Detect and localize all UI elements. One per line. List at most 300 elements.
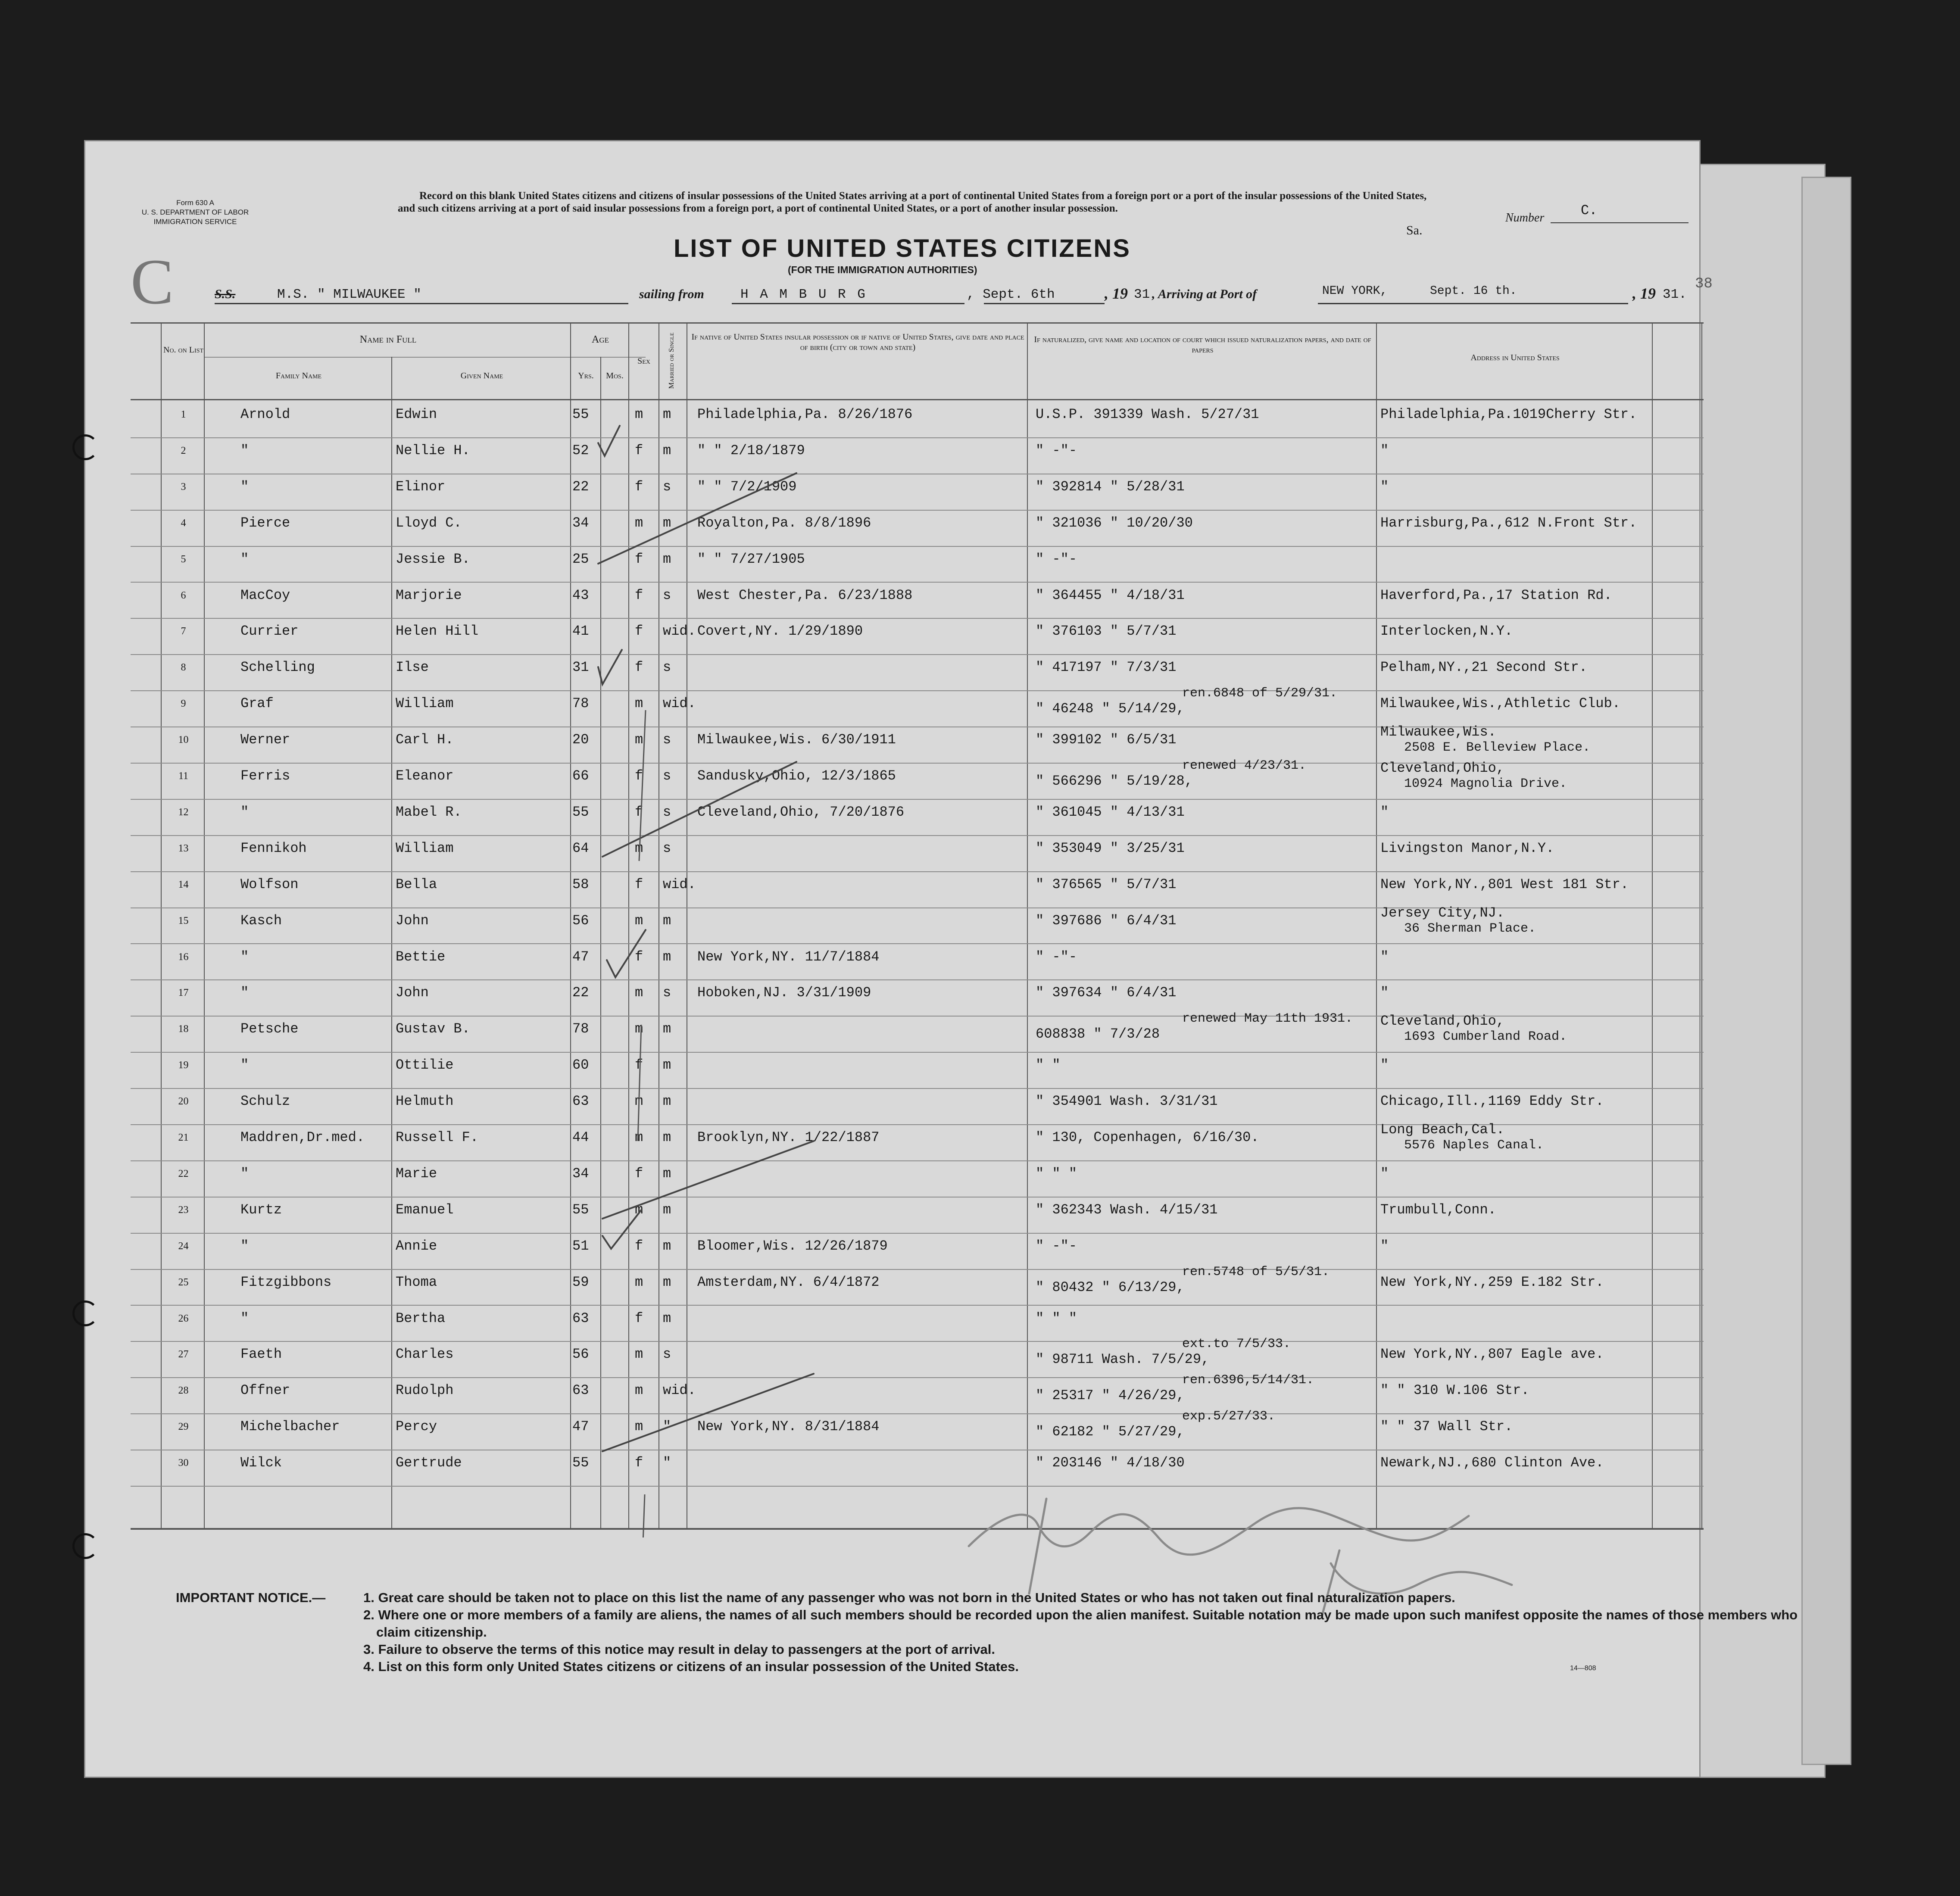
- table-row: [85, 980, 1699, 1016]
- sex: m: [635, 695, 643, 712]
- naturalization-papers: " " ": [1036, 1310, 1077, 1326]
- birth-place-date: Cleveland,Ohio, 7/20/1876: [697, 804, 905, 820]
- given-name: John: [396, 985, 429, 1001]
- family-name: Offner: [240, 1382, 290, 1399]
- given-name: Carl H.: [396, 732, 454, 748]
- birth-place-date: Milwaukee,Wis. 6/30/1911: [697, 732, 896, 748]
- marital-status: s: [663, 732, 671, 748]
- age-years: 64: [572, 840, 589, 856]
- address: " " 310 W.106 Str.: [1380, 1382, 1529, 1399]
- family-name: MacCoy: [240, 587, 290, 603]
- table-row: [85, 872, 1699, 907]
- table-row: [85, 583, 1699, 618]
- given-name: Mabel R.: [396, 804, 462, 820]
- age-years: 78: [572, 695, 589, 712]
- marital-status: m: [663, 442, 671, 458]
- margin-mark: C: [131, 246, 174, 318]
- col-given-name: Given Name: [460, 371, 503, 380]
- naturalization-papers: " -"-: [1036, 1238, 1077, 1254]
- marital-status: ": [663, 1419, 671, 1435]
- age-years: 43: [572, 587, 589, 603]
- address: Haverford,Pa.,17 Station Rd.: [1380, 587, 1612, 603]
- naturalization-papers: " -"-: [1036, 442, 1077, 458]
- family-name: ": [240, 985, 249, 1001]
- table-row: [85, 945, 1699, 980]
- birth-place-date: Royalton,Pa. 8/8/1896: [697, 515, 871, 531]
- naturalization-papers: " 364455 " 4/18/31: [1036, 587, 1185, 603]
- address: New York,NY.,259 E.182 Str.: [1380, 1274, 1604, 1290]
- year-2: 31.: [1663, 287, 1687, 302]
- given-name: Jessie B.: [396, 551, 470, 567]
- marital-status: s: [663, 1346, 671, 1363]
- address: ": [1380, 478, 1389, 495]
- birth-place-date: Sandusky,Ohio, 12/3/1865: [697, 768, 896, 784]
- naturalization-papers: " 98711 Wash. 7/5/29,: [1036, 1351, 1210, 1368]
- given-name: John: [396, 912, 429, 929]
- address: ": [1380, 804, 1389, 820]
- form-code: 14—808: [1570, 1665, 1596, 1672]
- naturalization-papers: " 25317 " 4/26/29,: [1036, 1388, 1185, 1404]
- table-row: [85, 1122, 1699, 1160]
- sex: m: [635, 732, 643, 748]
- marital-status: m: [663, 551, 671, 567]
- form-id: Form 630 A U. S. DEPARTMENT OF LABOR IMMIGRATION SERVICE: [141, 199, 249, 226]
- age-years: 20: [572, 732, 589, 748]
- family-name: Wilck: [240, 1455, 282, 1471]
- year-1: 31: [1134, 287, 1150, 302]
- given-name: Elinor: [396, 478, 446, 495]
- sex: f: [635, 768, 643, 784]
- birth-place-date: " " 7/2/1909: [697, 478, 797, 495]
- naturalization-papers: " 566296 " 5/19/28,: [1036, 773, 1193, 789]
- family-name: ": [240, 804, 249, 820]
- age-years: 25: [572, 551, 589, 567]
- row-number: 4: [181, 517, 186, 529]
- sex: f: [635, 551, 643, 567]
- arrival-port: NEW YORK,: [1322, 284, 1388, 298]
- naturalization-note: renewed May 11th 1931.: [1182, 1011, 1353, 1026]
- given-name: Helmuth: [396, 1093, 454, 1110]
- given-name: Bella: [396, 876, 437, 892]
- given-name: William: [396, 695, 454, 712]
- row-number: 17: [178, 987, 189, 999]
- address-line-2: 5576 Naples Canal.: [1404, 1138, 1544, 1153]
- notice-item: 1. Great care should be taken not to place on this list the name of any passenger who was not born in the United States or who has not taken out final naturalization papers.: [363, 1590, 1455, 1605]
- back-sheet-edge: [1801, 177, 1851, 1765]
- sex: m: [635, 1129, 643, 1145]
- given-name: Gertrude: [396, 1455, 462, 1471]
- marital-status: m: [663, 1057, 671, 1073]
- row-number: 6: [181, 589, 186, 601]
- family-name: Petsche: [240, 1021, 299, 1037]
- row-number: 1: [181, 409, 186, 420]
- given-name: Lloyd C.: [396, 515, 462, 531]
- address: ": [1380, 948, 1389, 965]
- naturalization-papers: " 203146 " 4/18/30: [1036, 1455, 1185, 1471]
- age-years: 55: [572, 1201, 589, 1218]
- sex: f: [635, 1238, 643, 1254]
- sex: m: [635, 1201, 643, 1218]
- marital-status: m: [663, 1129, 671, 1145]
- given-name: Gustav B.: [396, 1021, 470, 1037]
- birth-place-date: Bloomer,Wis. 12/26/1879: [697, 1238, 888, 1254]
- table-row: [85, 686, 1699, 727]
- table-row: [85, 1197, 1699, 1233]
- arrival-date: Sept. 16 th.: [1430, 284, 1517, 298]
- naturalization-papers: " 62182 " 5/27/29,: [1036, 1424, 1185, 1440]
- sex: f: [635, 478, 643, 495]
- naturalization-papers: " 353049 " 3/25/31: [1036, 840, 1185, 856]
- departure-date: , Sept. 6th: [967, 287, 1055, 302]
- notice-label: IMPORTANT NOTICE.—: [176, 1590, 326, 1605]
- address: ": [1380, 442, 1389, 458]
- year-prefix-1: , 19: [1105, 285, 1128, 302]
- naturalization-papers: " 376565 " 5/7/31: [1036, 876, 1177, 892]
- row-number: 12: [178, 806, 189, 818]
- sex: f: [635, 659, 643, 676]
- marital-status: s: [663, 587, 671, 603]
- family-name: Wolfson: [240, 876, 299, 892]
- binder-ring: [72, 434, 98, 460]
- marital-status: wid.: [663, 876, 696, 892]
- given-name: Helen Hill: [396, 623, 479, 639]
- family-name: Schulz: [240, 1093, 290, 1110]
- col-mos: Mos.: [606, 371, 624, 380]
- family-name: Graf: [240, 695, 274, 712]
- naturalization-papers: " 376103 " 5/7/31: [1036, 623, 1177, 639]
- address: Trumbull,Conn.: [1380, 1201, 1496, 1218]
- age-years: 44: [572, 1129, 589, 1145]
- address-line-2: 1693 Cumberland Road.: [1404, 1029, 1567, 1045]
- age-years: 60: [572, 1057, 589, 1073]
- marital-status: s: [663, 478, 671, 495]
- row-number: 15: [178, 915, 189, 926]
- row-number: 8: [181, 662, 186, 674]
- row-number: 24: [178, 1240, 189, 1252]
- sex: f: [635, 1455, 643, 1471]
- naturalization-papers: " 397634 " 6/4/31: [1036, 985, 1177, 1001]
- row-number: 5: [181, 553, 186, 565]
- birth-place-date: New York,NY. 8/31/1884: [697, 1419, 880, 1435]
- sex: f: [635, 623, 643, 639]
- marital-status: s: [663, 659, 671, 676]
- family-name: ": [240, 948, 249, 965]
- family-name: Schelling: [240, 659, 315, 676]
- address: Newark,NJ.,680 Clinton Ave.: [1380, 1455, 1604, 1471]
- arriving-label: , Arriving at Port of: [1152, 287, 1257, 301]
- family-name: ": [240, 1165, 249, 1182]
- sex: m: [635, 1274, 643, 1290]
- row-number: 9: [181, 698, 186, 710]
- naturalization-note: exp.5/27/33.: [1182, 1409, 1276, 1424]
- table-row: [85, 474, 1699, 510]
- family-name: Maddren,Dr.med.: [240, 1129, 365, 1145]
- row-number: 22: [178, 1168, 189, 1179]
- family-name: Michelbacher: [240, 1419, 340, 1435]
- form-title: LIST OF UNITED STATES CITIZENS: [674, 234, 1131, 262]
- year-prefix-2: , 19: [1632, 285, 1656, 302]
- number-label: Number: [1505, 211, 1545, 225]
- table-row: [85, 547, 1699, 582]
- naturalization-papers: 608838 " 7/3/28: [1036, 1026, 1160, 1042]
- table-row: [85, 1337, 1699, 1377]
- birth-place-date: " " 2/18/1879: [697, 442, 805, 458]
- sex: f: [635, 1057, 643, 1073]
- address-line-2: 36 Sherman Place.: [1404, 921, 1536, 936]
- table-row: [85, 1409, 1699, 1450]
- naturalization-papers: " 392814 " 5/28/31: [1036, 478, 1185, 495]
- row-number: 29: [178, 1421, 189, 1433]
- vessel-name: M.S. " MILWAUKEE ": [277, 287, 421, 302]
- family-name: ": [240, 1057, 249, 1073]
- address: New York,NY.,801 West 181 Str.: [1380, 876, 1629, 892]
- row-number: 27: [178, 1349, 189, 1360]
- sex: f: [635, 1165, 643, 1182]
- naturalization-papers: " 399102 " 6/5/31: [1036, 732, 1177, 748]
- family-name: ": [240, 478, 249, 495]
- age-years: 56: [572, 912, 589, 929]
- naturalization-papers: " -"-: [1036, 948, 1077, 965]
- naturalization-note: renewed 4/23/31.: [1182, 758, 1307, 773]
- given-name: Edwin: [396, 406, 437, 422]
- naturalization-note: ren.6396,5/14/31.: [1182, 1373, 1314, 1388]
- naturalization-papers: " 354901 Wash. 3/31/31: [1036, 1093, 1218, 1110]
- given-name: Rudolph: [396, 1382, 454, 1399]
- col-birth-place: If native of United States insular possession or if native of United States, give date and place of birth (city or town and state): [691, 332, 1024, 352]
- age-years: 47: [572, 1419, 589, 1435]
- given-name: Marjorie: [396, 587, 462, 603]
- row-number: 10: [178, 734, 189, 746]
- marital-status: s: [663, 840, 671, 856]
- age-years: 34: [572, 515, 589, 531]
- row-number: 13: [178, 842, 189, 854]
- given-name: Eleanor: [396, 768, 454, 784]
- col-family-name: Family Name: [275, 371, 322, 380]
- sex: m: [635, 1419, 643, 1435]
- age-years: 22: [572, 985, 589, 1001]
- marital-status: m: [663, 1238, 671, 1254]
- table-row: [85, 1053, 1699, 1088]
- family-name: ": [240, 442, 249, 458]
- row-number: 14: [178, 879, 189, 890]
- given-name: Thoma: [396, 1274, 437, 1290]
- age-years: 55: [572, 406, 589, 422]
- row-number: 30: [178, 1457, 189, 1469]
- family-name: Pierce: [240, 515, 290, 531]
- birth-place-date: Philadelphia,Pa. 8/26/1876: [697, 406, 913, 422]
- sex: m: [635, 1093, 643, 1110]
- table-row: [85, 1011, 1699, 1052]
- address: Livingston Manor,N.Y.: [1380, 840, 1554, 856]
- given-name: Emanuel: [396, 1201, 454, 1218]
- naturalization-papers: " 80432 " 6/13/29,: [1036, 1279, 1185, 1295]
- table-row: [85, 904, 1699, 944]
- birth-place-date: New York,NY. 11/7/1884: [697, 948, 880, 965]
- given-name: Ilse: [396, 659, 429, 676]
- family-name: Ferris: [240, 768, 290, 784]
- sex: m: [635, 912, 643, 929]
- naturalization-papers: " 130, Copenhagen, 6/16/30.: [1036, 1129, 1259, 1145]
- age-years: 66: [572, 768, 589, 784]
- number-value: C.: [1581, 203, 1598, 218]
- family-name: Fitzgibbons: [240, 1274, 332, 1290]
- marital-status: wid.: [663, 695, 696, 712]
- marital-status: m: [663, 1310, 671, 1326]
- address: Long Beach,Cal.: [1380, 1122, 1505, 1138]
- address: Chicago,Ill.,1169 Eddy Str.: [1380, 1093, 1604, 1110]
- family-name: ": [240, 1238, 249, 1254]
- binder-ring: [72, 1300, 98, 1326]
- address: Philadelphia,Pa.1019Cherry Str.: [1380, 406, 1637, 422]
- row-number: 7: [181, 626, 186, 637]
- row-number: 11: [178, 770, 189, 782]
- marital-status: s: [663, 985, 671, 1001]
- address: Cleveland,Ohio,: [1380, 760, 1505, 776]
- sex: f: [635, 804, 643, 820]
- table-row: [85, 724, 1699, 763]
- given-name: Charles: [396, 1346, 454, 1363]
- col-naturalization: If naturalized, give name and location of court which issued naturalization papers, and date of papers: [1034, 335, 1371, 355]
- given-name: Annie: [396, 1238, 437, 1254]
- age-years: 58: [572, 876, 589, 892]
- sa-label: Sa.: [1406, 223, 1423, 237]
- marital-status: m: [663, 1201, 671, 1218]
- table-row: [85, 1264, 1699, 1305]
- marital-status: ": [663, 1455, 671, 1471]
- ss-label: S.S.: [215, 287, 236, 301]
- marital-status: wid.: [663, 623, 696, 639]
- family-name: Currier: [240, 623, 299, 639]
- marital-status: m: [663, 1093, 671, 1110]
- check-marks: [590, 409, 831, 1537]
- birth-place-date: West Chester,Pa. 6/23/1888: [697, 587, 913, 603]
- table-row: [85, 1234, 1699, 1269]
- marital-status: m: [663, 912, 671, 929]
- row-number: 28: [178, 1385, 189, 1397]
- row-number: 19: [178, 1060, 189, 1071]
- address-line-2: 2508 E. Belleview Place.: [1404, 740, 1591, 755]
- age-years: 63: [572, 1382, 589, 1399]
- departure-port: H A M B U R G: [740, 287, 867, 302]
- sex: m: [635, 985, 643, 1001]
- given-name: Marie: [396, 1165, 437, 1182]
- sex: m: [635, 1346, 643, 1363]
- row-number: 21: [178, 1132, 189, 1143]
- address: Milwaukee,Wis.: [1380, 724, 1496, 740]
- address: Cleveland,Ohio,: [1380, 1013, 1505, 1029]
- row-number: 16: [178, 951, 189, 963]
- address: Jersey City,NJ.: [1380, 904, 1505, 921]
- row-number: 3: [181, 481, 186, 493]
- manifest-page: [84, 140, 1798, 1778]
- naturalization-papers: " 362343 Wash. 4/15/31: [1036, 1201, 1218, 1218]
- table-row: [85, 836, 1699, 871]
- birth-place-date: " " 7/27/1905: [697, 551, 805, 567]
- given-name: Ottilie: [396, 1057, 454, 1073]
- address: " " 37 Wall Str.: [1380, 1419, 1513, 1435]
- sex: m: [635, 515, 643, 531]
- table-row: [85, 511, 1699, 546]
- age-years: 31: [572, 659, 589, 676]
- naturalization-papers: " 361045 " 4/13/31: [1036, 804, 1185, 820]
- family-name: Fennikoh: [240, 840, 307, 856]
- col-name-in-full: Name in Full: [359, 334, 417, 345]
- address: ": [1380, 985, 1389, 1001]
- marital-status: m: [663, 948, 671, 965]
- family-name: Werner: [240, 732, 290, 748]
- given-name: William: [396, 840, 454, 856]
- binder-ring: [72, 1533, 98, 1559]
- notice-item: 3. Failure to observe the terms of this notice may result in delay to passengers at the port of arrival.: [363, 1642, 996, 1657]
- given-name: Bertha: [396, 1310, 446, 1326]
- age-years: 78: [572, 1021, 589, 1037]
- table-row: [85, 438, 1699, 474]
- naturalization-papers: " 46248 " 5/14/29,: [1036, 701, 1185, 717]
- row-number: 2: [181, 445, 186, 456]
- naturalization-papers: U.S.P. 391339 Wash. 5/27/31: [1036, 406, 1259, 422]
- age-years: 56: [572, 1346, 589, 1363]
- naturalization-papers: " 321036 " 10/20/30: [1036, 515, 1193, 531]
- marital-status: m: [663, 1021, 671, 1037]
- given-name: Percy: [396, 1419, 437, 1435]
- col-no-on-list: No. on List: [163, 345, 203, 355]
- col-age: Age: [592, 334, 609, 345]
- notice-item: 4. List on this form only United States citizens or citizens of an insular possession of the United States.: [363, 1659, 1019, 1674]
- birth-place-date: Covert,NY. 1/29/1890: [697, 623, 863, 639]
- sex: m: [635, 1021, 643, 1037]
- family-name: ": [240, 1310, 249, 1326]
- table-row: [85, 1373, 1699, 1413]
- table-row: [85, 1161, 1699, 1197]
- family-name: Kasch: [240, 912, 282, 929]
- sex: f: [635, 587, 643, 603]
- table-row: [85, 402, 1699, 437]
- birth-place-date: Brooklyn,NY. 1/22/1887: [697, 1129, 880, 1145]
- address: New York,NY.,807 Eagle ave.: [1380, 1346, 1604, 1363]
- address-line-2: 10924 Magnolia Drive.: [1404, 776, 1567, 791]
- row-number: 26: [178, 1313, 189, 1324]
- sex: m: [635, 840, 643, 856]
- row-number: 18: [178, 1023, 189, 1035]
- table-row: [85, 758, 1699, 799]
- address: ": [1380, 1165, 1389, 1182]
- sex: f: [635, 442, 643, 458]
- col-sex: Sex: [637, 356, 650, 366]
- col-married-or-single: Married or Single: [667, 332, 675, 389]
- family-name: ": [240, 551, 249, 567]
- form-instructions: Record on this blank United States citizens and citizens of insular possessions of the United States arriving at a port of continental United States from a foreign port or a port of the insular possessions of the United States, and such citizens arriving at a port of said insular possessions from a foreign port, a port of continental United States, or a port of another insular possession.: [398, 190, 1427, 214]
- naturalization-papers: " -"-: [1036, 551, 1077, 567]
- age-years: 34: [572, 1165, 589, 1182]
- given-name: Russell F.: [396, 1129, 479, 1145]
- row-number: 23: [178, 1204, 189, 1216]
- marital-status: m: [663, 406, 671, 422]
- notice-item: 2. Where one or more members of a family are aliens, the names of all such members should be recorded upon the alien manifest. Suitable notation may be made upon such manifest opposite the names of those members who claim citizenship.: [363, 1607, 1798, 1640]
- table-row: [85, 1089, 1699, 1124]
- row-number: 25: [178, 1276, 189, 1288]
- birth-place-date: Hoboken,NJ. 3/31/1909: [697, 985, 871, 1001]
- address: Harrisburg,Pa.,612 N.Front Str.: [1380, 515, 1637, 531]
- age-years: 63: [572, 1310, 589, 1326]
- family-name: Kurtz: [240, 1201, 282, 1218]
- address: ": [1380, 1238, 1389, 1254]
- sex: m: [635, 406, 643, 422]
- table-row: [85, 1306, 1699, 1341]
- naturalization-papers: " 417197 " 7/3/31: [1036, 659, 1177, 676]
- table-row: [85, 655, 1699, 690]
- marital-status: m: [663, 1274, 671, 1290]
- age-years: 63: [572, 1093, 589, 1110]
